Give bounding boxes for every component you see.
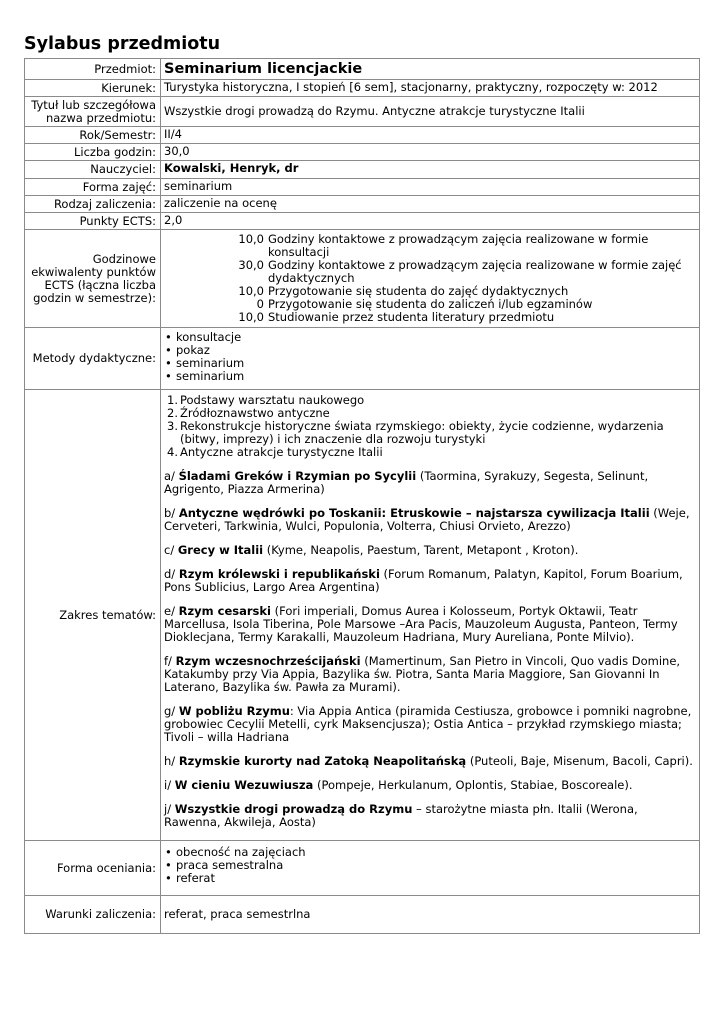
topic-details: (Puteoli, Baje, Misenum, Bacoli, Capri).: [466, 754, 693, 768]
label-topics: Zakres tematów:: [25, 390, 161, 841]
ects-hours-amount: 30,0: [238, 258, 264, 272]
list-item: • obecność na zajęciach: [164, 846, 696, 859]
value-topics: [161, 390, 700, 841]
label-hours: Liczba godzin:: [25, 144, 161, 161]
row-form: [25, 179, 700, 196]
methods-list: [164, 331, 696, 383]
ects-hours-row: [164, 311, 696, 324]
value-program: Turystyka historyczna, I stopień [6 sem], stacjonarny, praktyczny, rozpoczęty w: 2012: [161, 80, 700, 97]
list-item: • konsultacje: [164, 331, 696, 344]
topic-paragraph: [164, 705, 696, 744]
topic-details: (Mamertinum, San Pietro in Vincoli, Quo vadis Domine, Katakumby przy Via Appia, Bazylika św. Piotra, Santa Maria Maggiore, San Giovanni In Laterano, Bazylika św. Pawła za Murami).: [164, 654, 681, 694]
label-ects-hours: Godzinowe ekwiwalenty punktów ECTS (łączna liczba godzin w semestrze):: [25, 230, 161, 328]
value-teacher: [161, 161, 700, 179]
value-methods: [161, 328, 700, 390]
label-assessment: Forma oceniania:: [25, 841, 161, 896]
topic-paragraph: [164, 655, 696, 694]
row-methods: [25, 328, 700, 390]
row-ects: [25, 213, 700, 230]
ects-hours-desc: Godziny kontaktowe z prowadzącym zajęcia realizowane w formie zajęć dydaktycznych: [268, 258, 682, 285]
topic-prefix: g/: [164, 704, 179, 718]
list-text: Rekonstrukcje historyczne świata rzymskiego: obiekty, życie codzienne, wydarzenia (bitwy, imprezy) i ich znaczenie dla rozwoju turystyki: [180, 419, 664, 446]
topic-title: W cieniu Wezuwiusza: [174, 778, 314, 792]
label-ects: Punkty ECTS:: [25, 213, 161, 230]
topic-details: (Fori imperiali, Domus Aurea i Kolosseum, Portyk Oktawii, Teatr Marcellusa, Isola Tiberina, Pole Marsowe –Ara Pacis, Mauzoleum Augusta, Panteon, Termy Dioklecjana, Termy Karakalli, Mauzoleum Hadriana, Mury Aureliana, Ponte Milvio).: [164, 604, 678, 644]
topic-details: (Taormina, Syrakuzy, Segesta, Selinunt, Agrigento, Piazza Armerina): [164, 469, 649, 496]
topic-details: (Pompeje, Herkulanum, Oplontis, Stabiae, Boscoreale).: [313, 778, 633, 792]
list-item: [164, 420, 696, 446]
label-conditions: Warunki zaliczenia:: [25, 896, 161, 934]
teacher-name: Kowalski, Henryk, dr: [164, 161, 299, 175]
row-title: [25, 97, 700, 127]
ects-hours-desc: Godziny kontaktowe z prowadzącym zajęcia realizowane w formie konsultacji: [268, 232, 649, 259]
label-teacher: Nauczyciel:: [25, 161, 161, 179]
label-subject: Przedmiot:: [25, 59, 161, 80]
value-hours: 30,0: [161, 144, 700, 161]
topic-details: (Kyme, Neapolis, Paestum, Tarent, Metapont , Kroton).: [263, 543, 579, 557]
ects-hours-amount: 0: [256, 297, 264, 311]
value-title: Wszystkie drogi prowadzą do Rzymu. Antyczne atrakcje turystyczne Italii: [161, 97, 700, 127]
syllabus-table: [24, 58, 700, 934]
row-year: [25, 127, 700, 144]
row-assessment: [25, 841, 700, 896]
value-ects: 2,0: [161, 213, 700, 230]
list-number: 3.: [167, 419, 178, 433]
ects-hours-row: [164, 259, 696, 285]
label-title: Tytuł lub szczegółowa nazwa przedmiotu:: [25, 97, 161, 127]
value-form: seminarium: [161, 179, 700, 196]
topic-details: (Forum Romanum, Palatyn, Kapitol, Forum Boarium, Pons Sublicius, Largo Area Argentina): [164, 567, 683, 594]
label-methods: Metody dydaktyczne:: [25, 328, 161, 390]
topic-title: Grecy w Italii: [177, 543, 264, 557]
topic-prefix: i/: [164, 778, 175, 792]
label-form: Forma zajęć:: [25, 179, 161, 196]
topic-prefix: b/: [164, 506, 179, 520]
label-credit-type: Rodzaj zaliczenia:: [25, 196, 161, 213]
topic-prefix: j/: [164, 802, 175, 816]
topics-numbered-list: [164, 394, 696, 459]
topic-paragraph: [164, 568, 696, 594]
topic-title: Śladami Greków i Rzymian po Sycylii: [178, 469, 417, 483]
list-item: [164, 446, 696, 459]
topic-paragraph: [164, 470, 696, 496]
list-number: 2.: [167, 406, 178, 420]
row-ects-hours: [25, 230, 700, 328]
topic-paragraph: [164, 755, 696, 768]
ects-hours-amount: 10,0: [238, 232, 264, 246]
topic-prefix: h/: [164, 754, 179, 768]
list-number: 1.: [167, 393, 178, 407]
list-item: • referat: [164, 872, 696, 885]
topic-title: Rzym wczesnochrześcijański: [175, 654, 361, 668]
row-subject: [25, 59, 700, 80]
row-conditions: [25, 896, 700, 934]
topic-title: Rzym cesarski: [178, 604, 271, 618]
ects-hours-desc: Przygotowanie się studenta do zajęć dydaktycznych: [268, 284, 569, 298]
list-number: 4.: [167, 445, 178, 459]
ects-hours-desc: Studiowanie przez studenta literatury przedmiotu: [268, 310, 555, 324]
topic-prefix: f/: [164, 654, 176, 668]
row-teacher: [25, 161, 700, 179]
value-year: II/4: [161, 127, 700, 144]
topic-paragraph: [164, 507, 696, 533]
ects-hours-amount: 10,0: [238, 284, 264, 298]
ects-hours-amount: 10,0: [238, 310, 264, 324]
topic-prefix: c/: [164, 543, 178, 557]
topic-paragraph: [164, 779, 696, 792]
ects-hours-desc: Przygotowanie się studenta do zaliczeń i/lub egzaminów: [268, 297, 593, 311]
value-subject: [161, 59, 700, 80]
topic-title: Wszystkie drogi prowadzą do Rzymu: [174, 802, 413, 816]
label-year: Rok/Semestr:: [25, 127, 161, 144]
topic-prefix: e/: [164, 604, 179, 618]
topic-title: Rzymskie kurorty nad Zatoką Neapolitańską: [178, 754, 467, 768]
topic-prefix: d/: [164, 567, 179, 581]
list-item: • pokaz: [164, 344, 696, 357]
list-item: • seminarium: [164, 370, 696, 383]
list-item: • praca semestralna: [164, 859, 696, 872]
value-assessment: [161, 841, 700, 896]
list-text: Podstawy warsztatu naukowego: [180, 393, 365, 407]
subject-name: Seminarium licencjackie: [164, 61, 363, 77]
topic-title: W pobliżu Rzymu: [178, 704, 290, 718]
topic-prefix: a/: [164, 469, 179, 483]
row-credit-type: [25, 196, 700, 213]
topic-paragraph: [164, 803, 696, 829]
value-credit-type: zaliczenie na ocenę: [161, 196, 700, 213]
topic-details: : Via Appia Antica (piramida Cestiusza, grobowce i pomniki nagrobne, grobowiec Cecylii Metelli, cyrk Maksencjusza); Ostia Antica – przykład rzymskiego miasta; Tivoli – willa Hadriana: [164, 704, 692, 744]
list-text: Źródłoznawstwo antyczne: [180, 406, 330, 420]
assessment-list: [164, 846, 696, 885]
topic-title: Rzym królewski i republikański: [178, 567, 380, 581]
ects-hours-row: [164, 233, 696, 259]
list-item: • seminarium: [164, 357, 696, 370]
value-conditions: referat, praca semestrlna: [161, 896, 700, 934]
topic-title: Antyczne wędrówki po Toskanii: Etruskowie – najstarsza cywilizacja Italii: [178, 506, 650, 520]
row-topics: [25, 390, 700, 841]
list-text: Antyczne atrakcje turystyczne Italii: [180, 445, 383, 459]
topic-paragraph: [164, 544, 696, 557]
topic-paragraph: [164, 605, 696, 644]
page-title: Sylabus przedmiotu: [24, 34, 221, 54]
row-program: [25, 80, 700, 97]
row-hours: [25, 144, 700, 161]
label-program: Kierunek:: [25, 80, 161, 97]
value-ects-hours: [161, 230, 700, 328]
topic-details: (Weje, Cerveteri, Tarkwinia, Wulci, Populonia, Volterra, Chiusi Orvieto, Arezzo): [164, 506, 690, 533]
topic-details: – starożytne miasta płn. Italii (Werona, Rawenna, Akwileja, Aosta): [164, 802, 638, 829]
